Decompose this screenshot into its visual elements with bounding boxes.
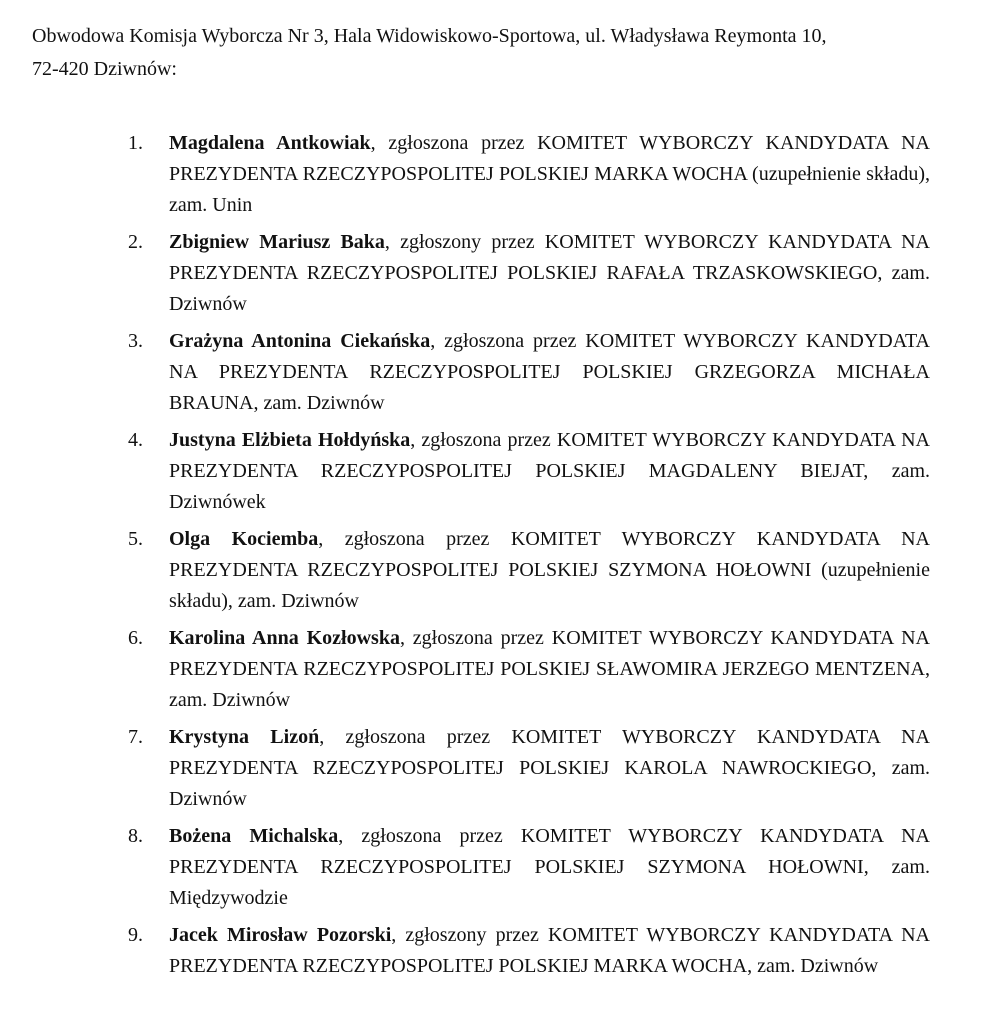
member-details: , zgłoszony przez KOMITET WYBORCZY KANDYDATA NA PREZYDENTA RZECZYPOSPOLITEJ POLSKIEJ RAFAŁA TRZASKOWSKIEGO, zam. Dziwnów xyxy=(169,231,931,315)
list-item-text xyxy=(169,227,930,320)
member-details: , zgłoszona przez KOMITET WYBORCZY KANDYDATA NA PREZYDENTA RZECZYPOSPOLITEJ POLSKIEJ SZYMONA HOŁOWNI (uzupełnienie składu), zam. Dziwnów xyxy=(169,528,930,612)
list-item-text xyxy=(169,128,930,221)
member-name: Zbigniew Mariusz Baka xyxy=(169,231,385,253)
member-details: , zgłoszona przez KOMITET WYBORCZY KANDYDATA NA PREZYDENTA RZECZYPOSPOLITEJ POLSKIEJ MAGDALENY BIEJAT, zam. Dziwnówek xyxy=(169,429,930,513)
list-item-text xyxy=(169,623,930,716)
list-item xyxy=(0,920,1000,982)
list-item xyxy=(0,128,1000,221)
commission-address xyxy=(32,20,982,86)
commission-address-line-2: 72-420 Dziwnów: xyxy=(32,58,177,80)
member-details: , zgłoszona przez KOMITET WYBORCZY KANDYDATA NA PREZYDENTA RZECZYPOSPOLITEJ POLSKIEJ KAROLA NAWROCKIEGO, zam. Dziwnów xyxy=(169,726,930,810)
list-item-text xyxy=(169,326,930,419)
list-item-number: 8. xyxy=(128,825,143,847)
list-item-number: 6. xyxy=(128,627,143,649)
member-name: Magdalena Antkowiak xyxy=(169,132,371,154)
member-name: Jacek Mirosław Pozorski xyxy=(169,924,392,946)
list-item-number: 7. xyxy=(128,726,143,748)
member-name: Bożena Michalska xyxy=(169,825,339,847)
list-item xyxy=(0,326,1000,419)
list-item xyxy=(0,524,1000,617)
member-details: , zgłoszona przez KOMITET WYBORCZY KANDYDATA NA PREZYDENTA RZECZYPOSPOLITEJ POLSKIEJ SŁAWOMIRA JERZEGO MENTZENA, zam. Dziwnów xyxy=(169,627,930,711)
member-details: , zgłoszona przez KOMITET WYBORCZY KANDYDATA NA PREZYDENTA RZECZYPOSPOLITEJ POLSKIEJ SZYMONA HOŁOWNI, zam. Międzywodzie xyxy=(169,825,930,909)
list-item xyxy=(0,821,1000,914)
list-item-number: 9. xyxy=(128,924,143,946)
list-item-number: 5. xyxy=(128,528,143,550)
list-item-number: 2. xyxy=(128,231,143,253)
list-item xyxy=(0,722,1000,815)
member-name: Olga Kociemba xyxy=(169,528,319,550)
list-item-text xyxy=(169,524,930,617)
list-item xyxy=(0,425,1000,518)
member-details: , zgłoszona przez KOMITET WYBORCZY KANDYDATA NA PREZYDENTA RZECZYPOSPOLITEJ POLSKIEJ GRZEGORZA MICHAŁA BRAUNA, zam. Dziwnów xyxy=(169,330,930,414)
member-name: Grażyna Antonina Ciekańska xyxy=(169,330,431,352)
list-item-text xyxy=(169,425,930,518)
member-name: Karolina Anna Kozłowska xyxy=(169,627,400,649)
list-item-number: 4. xyxy=(128,429,143,451)
list-item-text xyxy=(169,821,930,914)
list-item xyxy=(0,623,1000,716)
member-name: Krystyna Lizoń xyxy=(169,726,320,748)
list-item xyxy=(0,227,1000,320)
list-item-number: 3. xyxy=(128,330,143,352)
member-list xyxy=(0,128,1000,988)
commission-address-line-1: Obwodowa Komisja Wyborcza Nr 3, Hala Widowiskowo-Sportowa, ul. Władysława Reymonta 10, xyxy=(32,25,827,47)
list-item-text xyxy=(169,920,930,982)
member-details: , zgłoszony przez KOMITET WYBORCZY KANDYDATA NA PREZYDENTA RZECZYPOSPOLITEJ POLSKIEJ MARKA WOCHA, zam. Dziwnów xyxy=(169,924,930,977)
member-details: , zgłoszona przez KOMITET WYBORCZY KANDYDATA NA PREZYDENTA RZECZYPOSPOLITEJ POLSKIEJ MARKA WOCHA (uzupełnienie składu), zam. Unin xyxy=(169,132,930,216)
list-item-text xyxy=(169,722,930,815)
list-item-number: 1. xyxy=(128,132,143,154)
member-name: Justyna Elżbieta Hołdyńska xyxy=(169,429,411,451)
